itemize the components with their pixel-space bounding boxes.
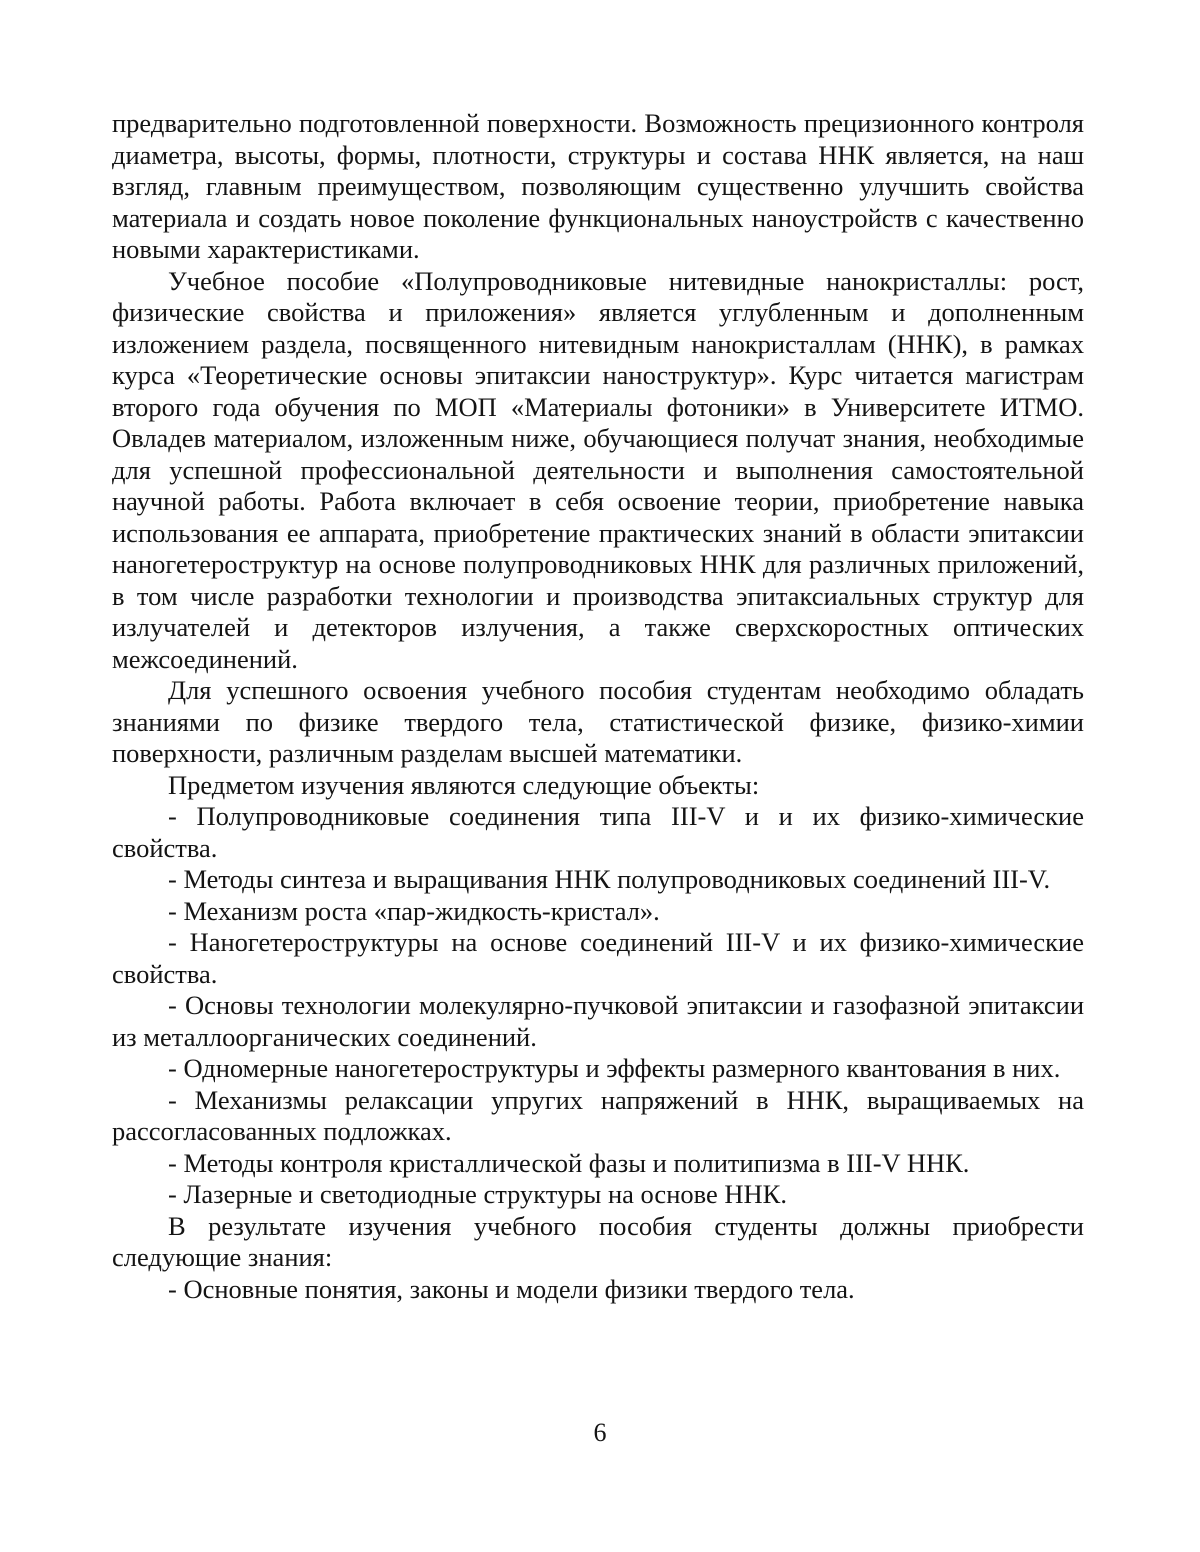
page-number: 6: [593, 1418, 607, 1447]
list-item: - Основные понятия, законы и модели физики твердого тела.: [168, 1273, 855, 1304]
paragraph-prerequisites: Для успешного освоения учебного пособия студентам необходимо обладать знаниями по физике твердого тела, статистической физике, физико-химии поверхности, различным разделам высшей математики.: [112, 675, 1084, 768]
list-item: - Наногетероструктуры на основе соединений III-V и их физико-химические свойства.: [112, 927, 1084, 989]
list-item: - Механизмы релаксации упругих напряжений в ННК, выращиваемых на рассогласованных подложках.: [112, 1084, 1084, 1146]
paragraph-course-intro: Учебное пособие «Полупроводниковые нитевидные нанокристаллы: рост, физические свойства и приложения» является углубленным и дополненным изложением раздела, посвященного нитевидным нанокристаллам (ННК), в рамках курса «Теоретические основы эпитаксии наноструктур». Курс читается магистрам второго года обучения по МОП «Материалы фотоники» в Университете ИТМО. Овладев материалом, изложенным ниже, обучающиеся получат знания, необходимые для успешной профессиональной деятельности и выполнения самостоятельной научной работы. Работа включает в себя освоение теории, приобретение навыка использования ее аппарата, приобретение практических знаний в области эпитаксии наногетероструктур на основе полупроводниковых ННК для различных приложений, в том числе разработки технологии и производства эпитаксиальных структур для излучателей и детекторов излучения, а также сверхскоростных оптических межсоединений.: [112, 265, 1084, 674]
list-item: - Основы технологии молекулярно-пучковой эпитаксии и газофазной эпитаксии из металлоорганических соединений.: [112, 990, 1084, 1052]
paragraph-outcomes: В результате изучения учебного пособия студенты должны приобрести следующие знания:: [112, 1210, 1084, 1272]
list-item: - Методы синтеза и выращивания ННК полупроводниковых соединений III-V.: [168, 864, 1051, 894]
list-item: - Механизм роста «пар-жидкость-кристал».: [168, 895, 660, 926]
document-body: [112, 108, 1084, 1305]
list-item: - Одномерные наногетероструктуры и эффекты размерного квантования в них.: [168, 1053, 1061, 1083]
list-item: - Полупроводниковые соединения типа III-V и и их физико-химические свойства.: [112, 801, 1084, 863]
list-item: - Методы контроля кристаллической фазы и политипизма в III-V ННК.: [168, 1147, 970, 1178]
paragraph-subjects-heading: Предметом изучения являются следующие объекты:: [168, 769, 760, 800]
list-item: - Лазерные и светодиодные структуры на основе ННК.: [168, 1179, 787, 1209]
paragraph-continuation: предварительно подготовленной поверхности. Возможность прецизионного контроля диаметра, высоты, формы, плотности, структуры и состава ННК является, на наш взгляд, главным преимуществом, позволяющим существенно улучшить свойства материала и создать новое поколение функциональных наноустройств с качественно новыми характеристиками.: [112, 108, 1084, 264]
